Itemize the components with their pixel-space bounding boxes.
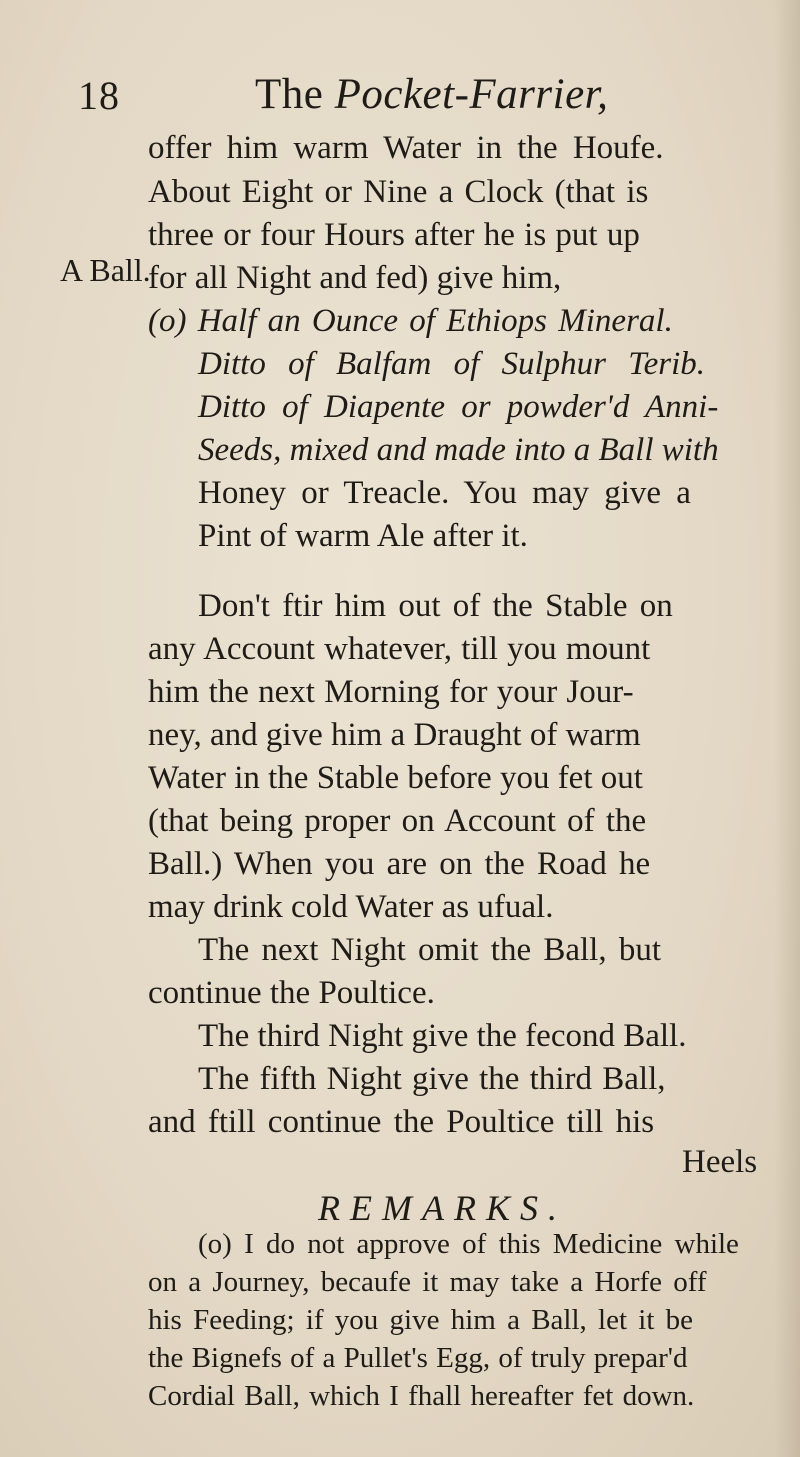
text-line: Heels: [682, 1144, 758, 1180]
text-line: Ball.) When you are on the Road he: [148, 846, 651, 882]
text-line: The next Night omit the Ball, but: [198, 932, 662, 968]
page-number: 18: [78, 73, 120, 118]
text-line: and ftill continue the Poultice till his: [148, 1104, 655, 1140]
page-edge-shadow: [774, 0, 800, 1457]
remark-line: Cordial Ball, which I fhall hereafter fet down.: [148, 1380, 695, 1412]
text-line: Ditto of Balfam of Sulphur Terib.: [198, 346, 705, 382]
text-line: The third Night give the fecond Ball.: [198, 1018, 687, 1054]
text-line: offer him warm Water in the Houfe.: [148, 130, 664, 166]
text-line: ney, and give him a Draught of warm: [148, 717, 641, 753]
text-line: any Account whatever, till you mount: [148, 631, 651, 667]
remark-line: the Bignefs of a Pullet's Egg, of truly prepar'd: [148, 1342, 688, 1374]
text-line: (o) Half an Ounce of Ethiops Mineral.: [148, 303, 673, 339]
text-line: him the next Morning for your Jour-: [148, 674, 634, 710]
text-line: for all Night and fed) give him,: [148, 260, 562, 296]
remark-line: his Feeding; if you give him a Ball, let it be: [148, 1304, 694, 1336]
text-line: (that being proper on Account of the: [148, 803, 647, 839]
text-line: continue the Poultice.: [148, 975, 435, 1011]
text-line: The fifth Night give the third Ball,: [198, 1061, 666, 1097]
text-line: Don't ftir him out of the Stable on: [198, 588, 673, 624]
remark-line: on a Journey, becaufe it may take a Horfe off: [148, 1266, 707, 1298]
running-title-plain: The: [255, 71, 335, 118]
text-line: Water in the Stable before you fet out: [148, 760, 643, 796]
text-line: Ditto of Diapente or powder'd Anni-: [198, 389, 719, 425]
running-title-italic: Pocket-Farrier,: [334, 71, 609, 118]
remark-line: (o) I do not approve of this Medicine while: [198, 1228, 739, 1260]
margin-note: A Ball.: [60, 252, 151, 288]
text-line: may drink cold Water as ufual.: [148, 889, 554, 925]
running-title: [255, 70, 608, 119]
text-line: About Eight or Nine a Clock (that is: [148, 174, 649, 210]
text-line: Pint of warm Ale after it.: [198, 518, 528, 554]
text-line: Honey or Treacle. You may give a: [198, 475, 691, 511]
text-line: Seeds, mixed and made into a Ball with: [198, 432, 719, 468]
remarks-heading: REMARKS.: [318, 1188, 567, 1228]
text-line: three or four Hours after he is put up: [148, 217, 640, 253]
